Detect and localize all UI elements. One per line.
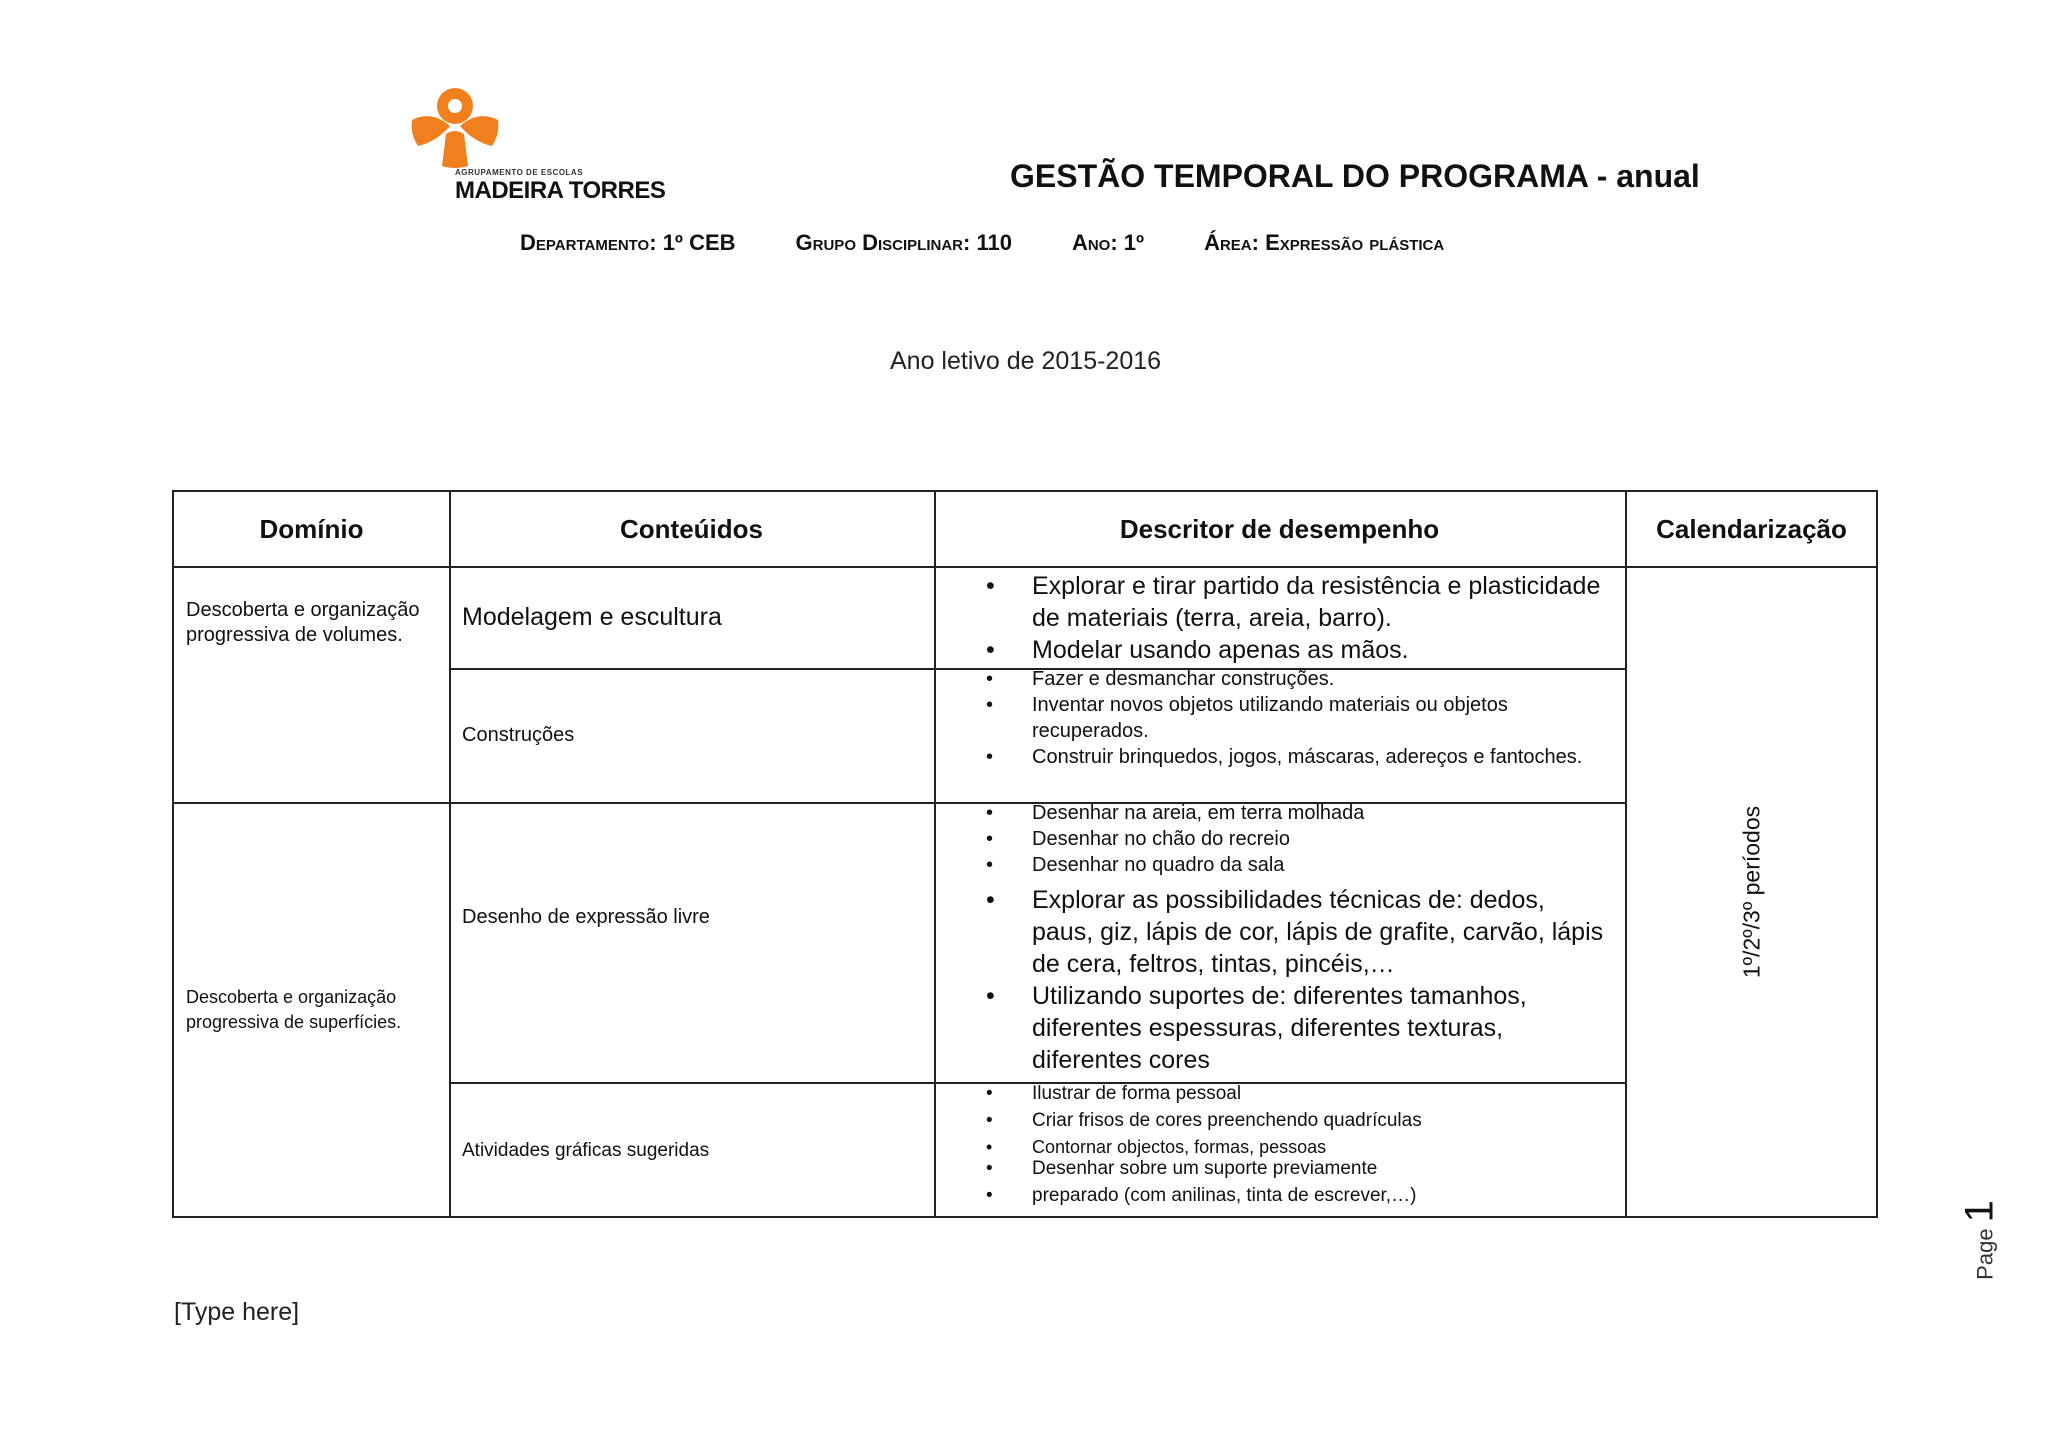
meta-grupo [796,230,1012,256]
meta-ano-label: Ano: [1071,230,1118,255]
conteudo-construcoes-wrap [462,668,932,802]
list-item: • Desenhar no chão do recreio [934,826,1625,852]
footer-placeholder: [Type here] [174,1298,300,1326]
header-conteudos: Conteúidos [620,513,763,544]
list-item: • Explorar as possibilidades técnicas de: dedos, paus, giz, lápis de cor, lápis de grafite, carvão, lápis de cera, feltros, tintas, pincéis,… [934,884,1625,980]
conteudo-desenho: Desenho de expressão livre [462,905,710,928]
logo-org-small: AGRUPAMENTO DE ESCOLAS [455,168,584,177]
school-year: Ano letivo de 2015-2016 [890,347,1162,375]
descritor-atividades [934,1082,1625,1218]
logo-emblem-icon [410,80,500,170]
page-number [1940,1190,2020,1290]
list-item: • Inventar novos objetos utilizando materiais ou objetos recuperados. [934,692,1625,744]
logo-org-name: MADEIRA TORRES [455,177,666,204]
list-item: • Desenhar sobre um suporte previamente [934,1155,1625,1182]
list-item: • Ilustrar de forma pessoal [934,1080,1625,1107]
list-item: • Modelar usando apenas as mãos. [934,634,1625,666]
calendarizacao-value: 1º/2º/3º períodos [1738,805,1764,979]
list-item: • Utilizando suportes de: diferentes tamanhos, diferentes espessuras, diferentes texturas, diferentes cores [934,980,1625,1076]
descritor-desenho [934,802,1625,1082]
document-meta [520,230,1444,256]
meta-ano-value: 1º [1123,230,1145,255]
conteudo-atividades: Atividades gráficas sugeridas [462,1139,710,1161]
header-descritor: Descritor de desempenho [1119,513,1440,544]
list-item: • preparado (com anilinas, tinta de escrever,…) [934,1182,1625,1209]
page-number-value: 1 [1957,1200,2002,1223]
descritor-modelagem [934,566,1625,668]
conteudo-modelagem-wrap [462,566,932,668]
list-item: • Desenhar na areia, em terra molhada [934,800,1625,826]
calendarizacao-cell [1625,566,1878,1218]
list-item: • Contornar objectos, formas, pessoas [934,1134,1625,1161]
meta-ano [1072,230,1144,256]
list-item: • Criar frisos de cores preenchendo quadrículas [934,1107,1625,1134]
meta-departamento-label: Departamento: [520,230,657,255]
header-dominio: Domínio [259,513,364,544]
meta-grupo-value: 110 [976,230,1012,255]
meta-area-label: Área: [1204,230,1259,255]
conteudo-construcoes: Construções [462,723,575,746]
conteudo-desenho-wrap [462,802,932,1032]
meta-departamento [520,230,736,256]
list-item: • Explorar e tirar partido da resistência e plasticidade de materiais (terra, areia, barro). [934,570,1625,634]
conteudo-modelagem: Modelagem e escultura [462,602,722,631]
descritor-construcoes [934,668,1625,802]
meta-area-value: Expressão plástica [1265,230,1445,255]
header-calendarizacao: Calendarização [1656,513,1847,544]
page-label: Page [1972,1228,1998,1280]
meta-grupo-label: Grupo Disciplinar: [795,230,971,255]
list-item: • Fazer e desmanchar construções. [934,666,1625,692]
program-table [172,490,1878,1218]
dominio-superficies: Descoberta e organização progressiva de superfícies. [186,987,402,1032]
school-logo [410,80,690,210]
page-title: GESTÃO TEMPORAL DO PROGRAMA - anual [1010,158,1700,194]
meta-area [1204,230,1444,256]
list-item: • Construir brinquedos, jogos, máscaras, adereços e fantoches. [934,744,1625,770]
list-item: • Desenhar no quadro da sala [934,852,1625,878]
conteudo-atividades-wrap [462,1082,932,1218]
table-divider [449,492,451,1216]
dominio-volumes: Descoberta e organização progressiva de volumes. [186,599,420,646]
dominio-superficies-wrap [186,802,441,1218]
meta-departamento-value: 1º CEB [662,230,736,255]
